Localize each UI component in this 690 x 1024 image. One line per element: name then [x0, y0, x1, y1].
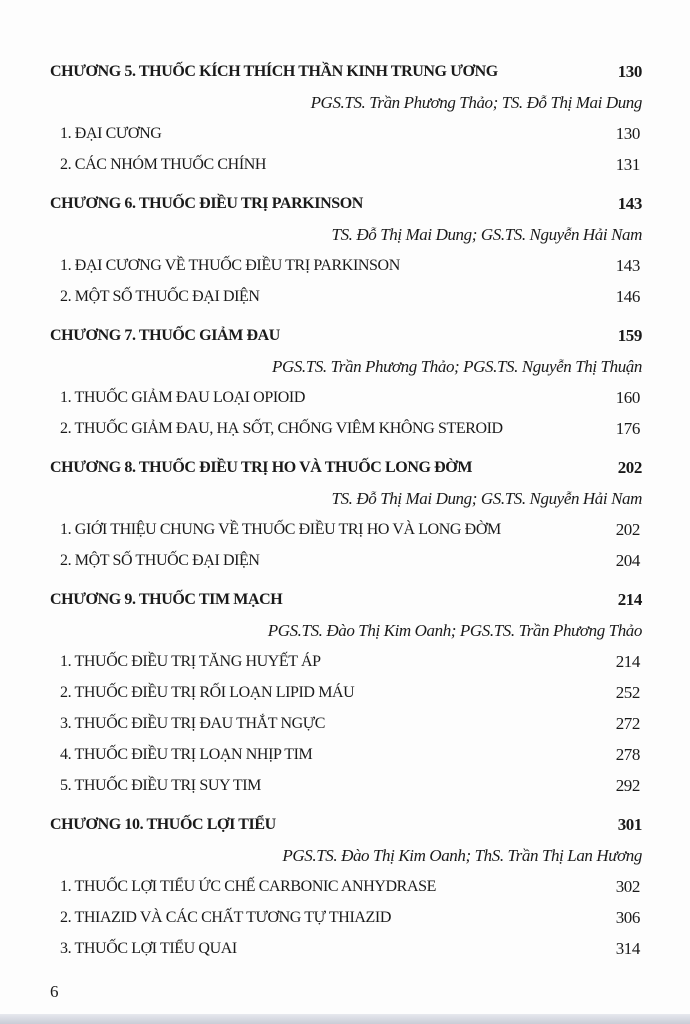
- section-entry: [0, 646, 690, 677]
- section-title: 1. THUỐC GIẢM ĐAU LOẠI OPIOID: [60, 389, 305, 406]
- chapter-heading: [0, 809, 690, 840]
- section-page: 130: [615, 124, 640, 143]
- chapter-title: CHƯƠNG 9. THUỐC TIM MẠCH: [50, 591, 283, 608]
- chapter-page: 159: [617, 326, 642, 345]
- section-page: 202: [615, 520, 640, 539]
- section-entry: [0, 118, 690, 149]
- chapter-page: 301: [617, 815, 642, 834]
- section-page: 302: [615, 877, 640, 896]
- section-entry: [0, 545, 690, 576]
- chapter-page: 143: [617, 194, 642, 213]
- section-title: 1. THUỐC LỢI TIỂU ỨC CHẾ CARBONIC ANHYDRASE: [60, 878, 436, 895]
- section-entry: [0, 514, 690, 545]
- chapter-heading: [0, 452, 690, 483]
- page-number: 6: [50, 982, 59, 1001]
- section-page: 176: [615, 419, 640, 438]
- chapter-authors: [0, 483, 690, 514]
- chapter-title: CHƯƠNG 5. THUỐC KÍCH THÍCH THẦN KINH TRUNG ƯƠNG: [50, 63, 498, 80]
- section-entry: [0, 770, 690, 801]
- chapter-page: 130: [617, 62, 642, 81]
- authors-text: PGS.TS. Đào Thị Kim Oanh; ThS. Trần Thị Lan Hương: [282, 846, 642, 865]
- chapter-heading: [0, 188, 690, 219]
- chapter-title: CHƯƠNG 7. THUỐC GIẢM ĐAU: [50, 327, 280, 344]
- chapter-heading: [0, 56, 690, 87]
- chapter-heading: [0, 320, 690, 351]
- chapter-authors: [0, 615, 690, 646]
- section-title: 2. CÁC NHÓM THUỐC CHÍNH: [60, 156, 267, 173]
- section-title: 2. MỘT SỐ THUỐC ĐẠI DIỆN: [60, 288, 260, 305]
- chapter-authors: [0, 840, 690, 871]
- section-page: 252: [615, 683, 640, 702]
- section-entry: [0, 677, 690, 708]
- section-title: 2. THUỐC GIẢM ĐAU, HẠ SỐT, CHỐNG VIÊM KHÔNG STEROID: [60, 420, 503, 437]
- section-title: 2. MỘT SỐ THUỐC ĐẠI DIỆN: [60, 552, 260, 569]
- authors-text: TS. Đỗ Thị Mai Dung; GS.TS. Nguyễn Hải Nam: [331, 225, 642, 244]
- section-page: 278: [615, 745, 640, 764]
- section-entry: [0, 902, 690, 933]
- section-page: 204: [615, 551, 640, 570]
- section-entry: [0, 281, 690, 312]
- section-title: 3. THUỐC LỢI TIỂU QUAI: [60, 940, 237, 957]
- section-title: 1. ĐẠI CƯƠNG VỀ THUỐC ĐIỀU TRỊ PARKINSON: [60, 257, 400, 274]
- chapter-page: 214: [617, 590, 642, 609]
- section-page: 214: [615, 652, 640, 671]
- section-page: 306: [615, 908, 640, 927]
- section-title: 5. THUỐC ĐIỀU TRỊ SUY TIM: [60, 777, 261, 794]
- chapter-title: CHƯƠNG 6. THUỐC ĐIỀU TRỊ PARKINSON: [50, 195, 363, 212]
- section-title: 2. THUỐC ĐIỀU TRỊ RỐI LOẠN LIPID MÁU: [60, 684, 355, 701]
- section-page: 143: [615, 256, 640, 275]
- section-page: 272: [615, 714, 640, 733]
- section-entry: [0, 250, 690, 281]
- section-title: 2. THIAZID VÀ CÁC CHẤT TƯƠNG TỰ THIAZID: [60, 909, 392, 926]
- section-entry: [0, 933, 690, 964]
- section-title: 1. ĐẠI CƯƠNG: [60, 125, 162, 142]
- authors-text: PGS.TS. Trần Phương Thảo; PGS.TS. Nguyễn Thị Thuận: [271, 357, 642, 376]
- chapter-title: CHƯƠNG 8. THUỐC ĐIỀU TRỊ HO VÀ THUỐC LONG ĐỜM: [50, 459, 473, 476]
- page-edge: [0, 1014, 690, 1024]
- section-page: 131: [615, 155, 640, 174]
- section-title: 3. THUỐC ĐIỀU TRỊ ĐAU THẮT NGỰC: [60, 715, 326, 732]
- chapter-heading: [0, 584, 690, 615]
- section-entry: [0, 413, 690, 444]
- section-entry: [0, 871, 690, 902]
- chapter-page: 202: [617, 458, 642, 477]
- section-page: 292: [615, 776, 640, 795]
- section-title: 1. THUỐC ĐIỀU TRỊ TĂNG HUYẾT ÁP: [60, 653, 321, 670]
- chapter-authors: [0, 87, 690, 118]
- section-page: 146: [615, 287, 640, 306]
- authors-text: TS. Đỗ Thị Mai Dung; GS.TS. Nguyễn Hải Nam: [331, 489, 642, 508]
- section-entry: [0, 382, 690, 413]
- section-entry: [0, 739, 690, 770]
- authors-text: PGS.TS. Trần Phương Thảo; TS. Đỗ Thị Mai Dung: [310, 93, 642, 112]
- section-title: 4. THUỐC ĐIỀU TRỊ LOẠN NHỊP TIM: [60, 746, 313, 763]
- section-entry: [0, 149, 690, 180]
- section-page: 160: [615, 388, 640, 407]
- chapter-title: CHƯƠNG 10. THUỐC LỢI TIỂU: [50, 816, 276, 833]
- section-page: 314: [615, 939, 640, 958]
- section-title: 1. GIỚI THIỆU CHUNG VỀ THUỐC ĐIỀU TRỊ HO VÀ LONG ĐỜM: [60, 521, 501, 538]
- section-entry: [0, 708, 690, 739]
- authors-text: PGS.TS. Đào Thị Kim Oanh; PGS.TS. Trần Phương Thảo: [267, 621, 642, 640]
- chapter-authors: [0, 219, 690, 250]
- table-of-contents: [0, 56, 690, 964]
- chapter-authors: [0, 351, 690, 382]
